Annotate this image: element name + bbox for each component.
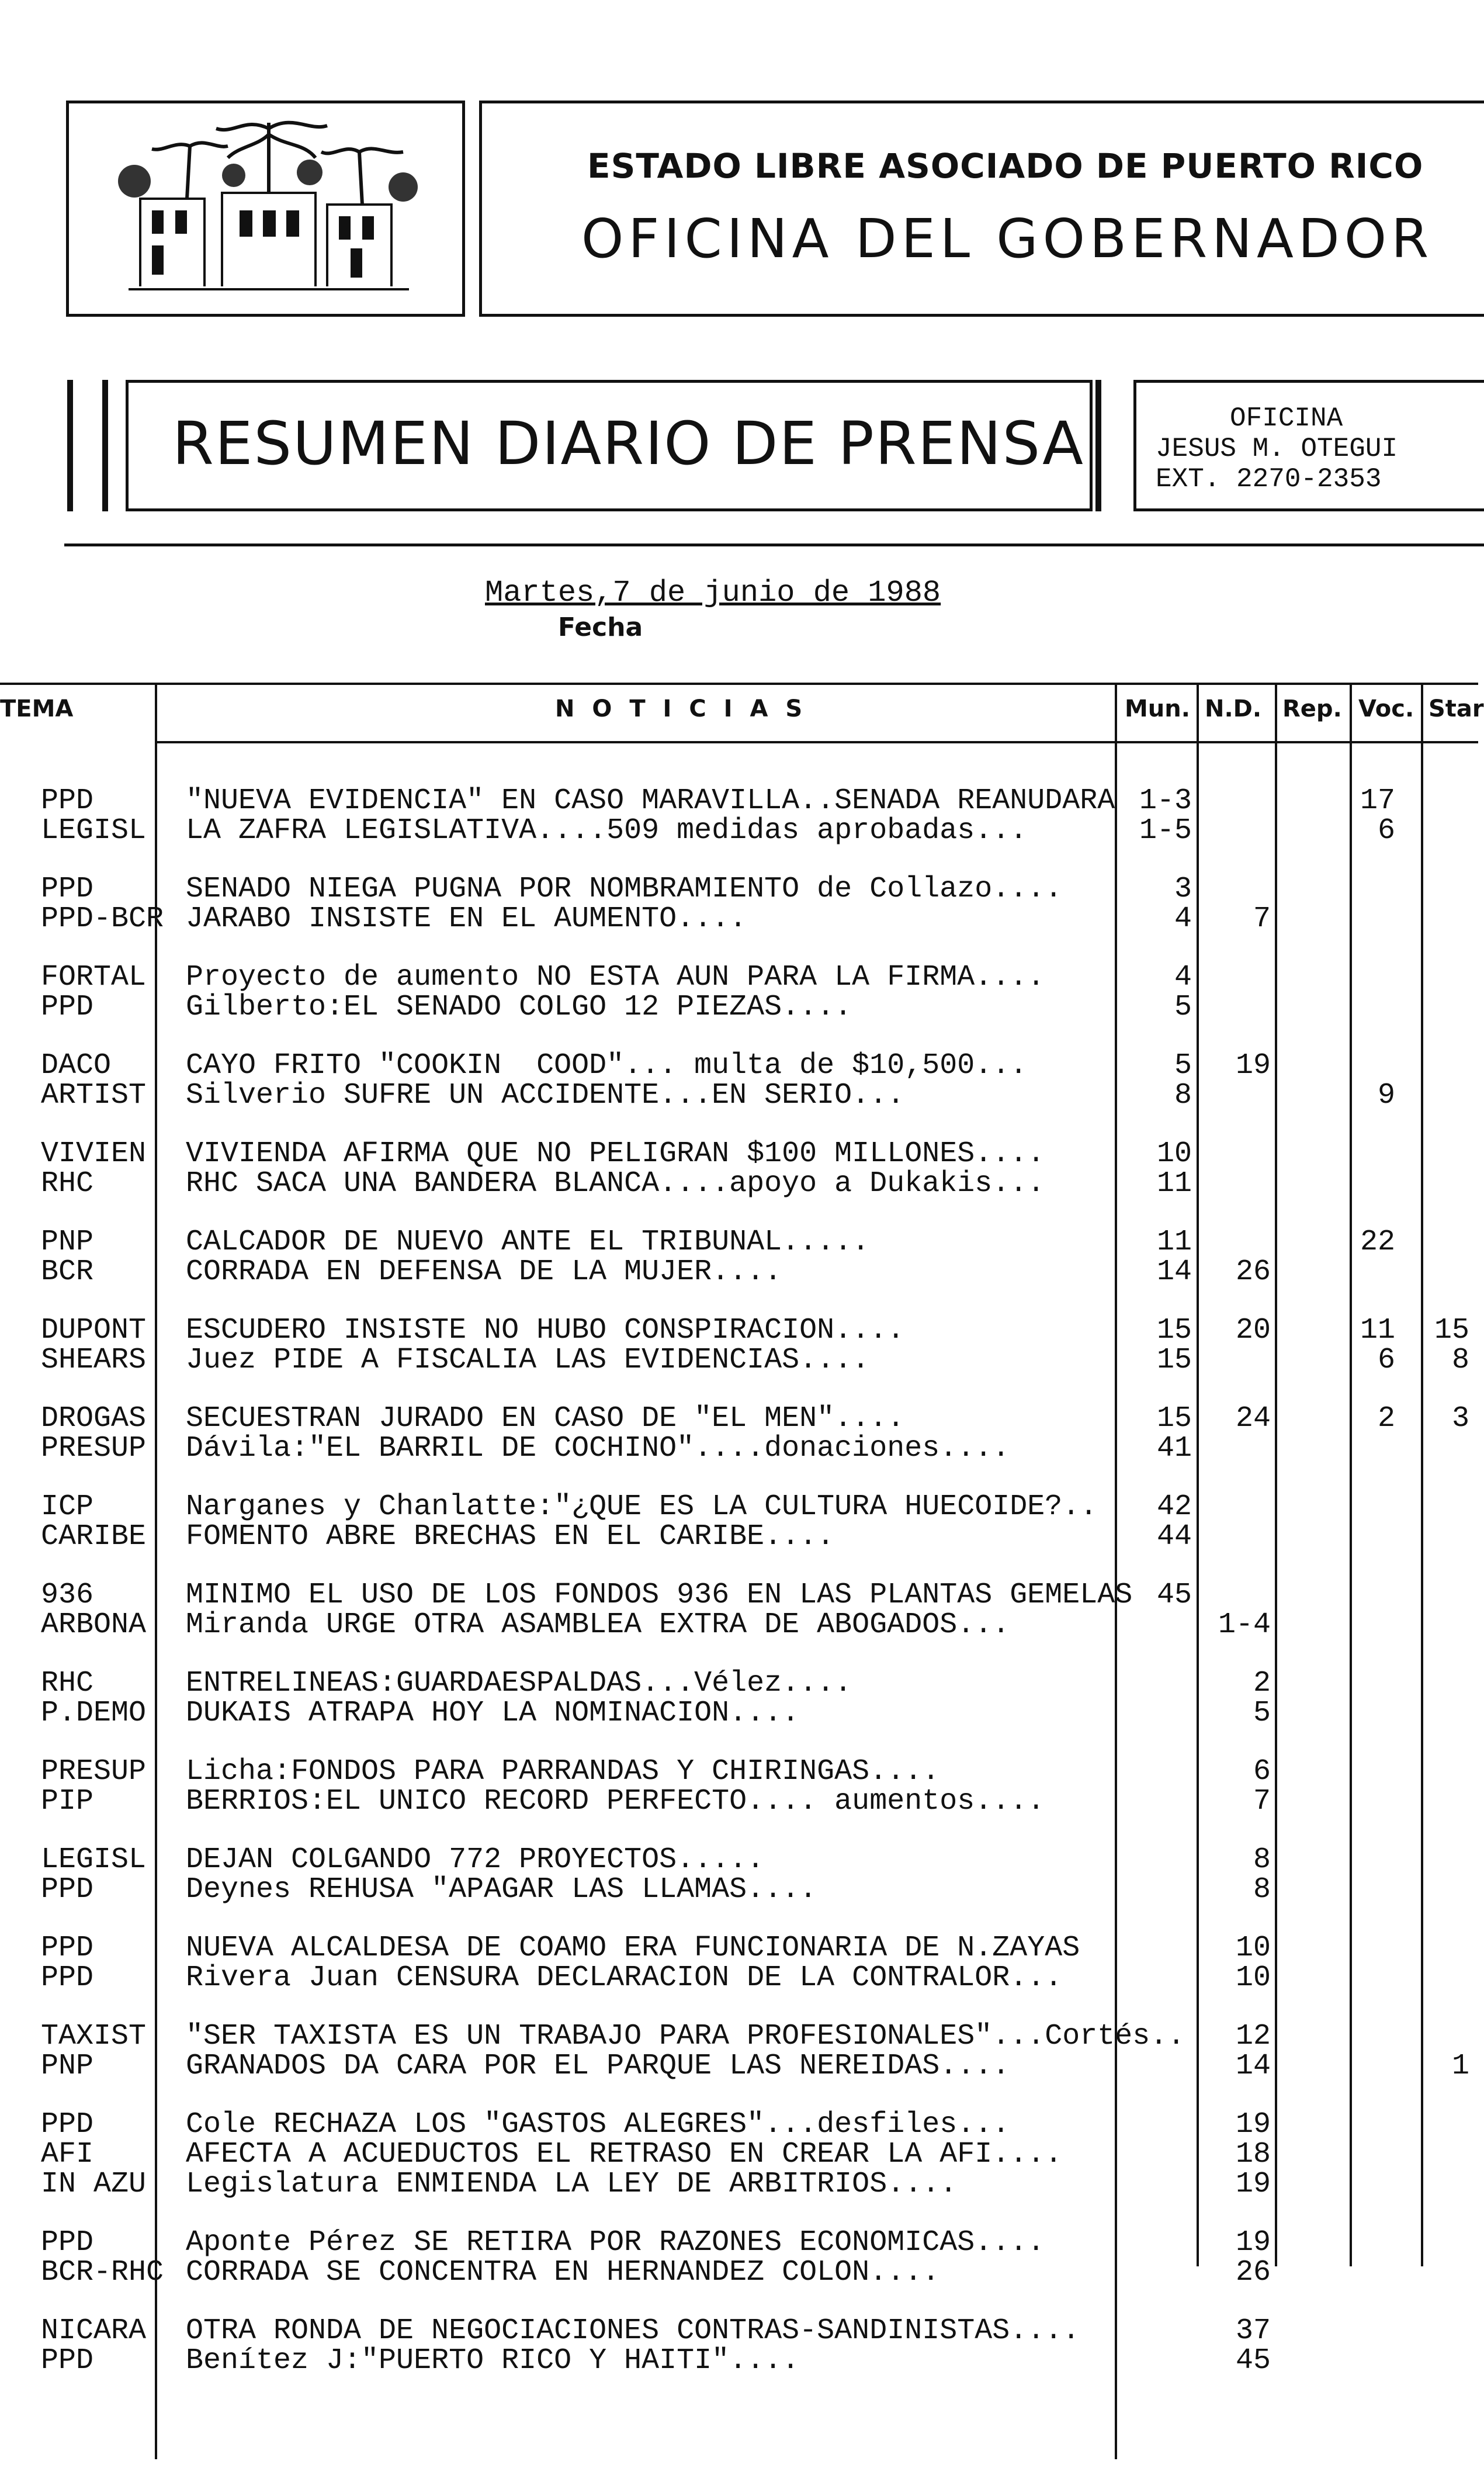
row-mun: 1-3 <box>1139 784 1192 818</box>
row-tema: PNP <box>41 2050 94 2083</box>
row-nd: 26 <box>1235 1255 1271 1289</box>
row-noticia: CORRADA SE CONCENTRA EN HERNANDEZ COLON.... <box>186 2256 940 2289</box>
row-star: 3 <box>1451 1402 1469 1435</box>
row-tema: PPD <box>41 784 94 818</box>
row-noticia: Juez PIDE A FISCALIA LAS EVIDENCIAS.... <box>186 1344 870 1377</box>
row-noticia: DEJAN COLGANDO 772 PROYECTOS..... <box>186 1843 765 1877</box>
row-noticia: CORRADA EN DEFENSA DE LA MUJER.... <box>186 1255 782 1289</box>
row-noticia: OTRA RONDA DE NEGOCIACIONES CONTRAS-SANDINISTAS.... <box>186 2314 1080 2348</box>
row-tema: DUPONT <box>41 1314 147 1347</box>
row-mun: 44 <box>1156 1520 1192 1553</box>
col-voc: Voc. <box>1358 695 1414 722</box>
row-voc: 6 <box>1377 814 1395 847</box>
col-line-voc <box>1421 683 1423 2266</box>
header-line1: ESTADO LIBRE ASOCIADO DE PUERTO RICO <box>587 146 1424 186</box>
row-nd: 24 <box>1235 1402 1271 1435</box>
row-noticia: CALCADOR DE NUEVO ANTE EL TRIBUNAL..... <box>186 1226 870 1259</box>
row-tema: BCR <box>41 1255 94 1289</box>
row-tema: PPD <box>41 991 94 1024</box>
row-tema: AFI <box>41 2138 94 2171</box>
row-tema: PIP <box>41 1785 94 1818</box>
row-noticia: RHC SACA UNA BANDERA BLANCA....apoyo a Dukakis... <box>186 1167 1045 1200</box>
col-line-rep <box>1350 683 1352 2266</box>
row-nd: 45 <box>1235 2344 1271 2377</box>
row-noticia: MINIMO EL USO DE LOS FONDOS 936 EN LAS PLANTAS GEMELAS <box>186 1578 1133 1612</box>
row-noticia: Benítez J:"PUERTO RICO Y HAITI".... <box>186 2344 800 2377</box>
row-nd: 37 <box>1235 2314 1271 2348</box>
row-noticia: ENTRELINEAS:GUARDAESPALDAS...Vélez.... <box>186 1667 852 1700</box>
row-mun: 45 <box>1156 1578 1192 1612</box>
row-voc: 22 <box>1360 1226 1395 1259</box>
office-line1: OFICINA <box>1230 403 1343 434</box>
header-line2: OFICINA DEL GOBERNADOR <box>581 207 1434 270</box>
row-noticia: Rivera Juan CENSURA DECLARACION DE LA CONTRALOR... <box>186 1961 1063 1995</box>
row-nd: 10 <box>1235 1961 1271 1995</box>
row-tema: TAXIST <box>41 2020 147 2053</box>
row-mun: 15 <box>1156 1314 1192 1347</box>
row-nd: 8 <box>1253 1873 1271 1906</box>
row-tema: LEGISL <box>41 1843 147 1877</box>
row-tema: LEGISL <box>41 814 147 847</box>
col-rep: Rep. <box>1282 695 1342 722</box>
row-nd: 19 <box>1235 2168 1271 2201</box>
row-noticia: Gilberto:EL SENADO COLGO 12 PIEZAS.... <box>186 991 852 1024</box>
row-noticia: "SER TAXISTA ES UN TRABAJO PARA PROFESIONALES"...Cortés.. <box>186 2020 1185 2053</box>
row-voc: 11 <box>1360 1314 1395 1347</box>
row-tema: ARTIST <box>41 1079 147 1112</box>
row-voc: 6 <box>1377 1344 1395 1377</box>
row-mun: 3 <box>1174 873 1192 906</box>
row-tema: PPD <box>41 1931 94 1965</box>
row-nd: 8 <box>1253 1843 1271 1877</box>
row-mun: 4 <box>1174 902 1192 936</box>
col-noticias: N O T I C I A S <box>555 695 807 722</box>
row-mun: 11 <box>1156 1226 1192 1259</box>
col-tema: TEMA <box>0 695 74 722</box>
banner-bar-right <box>1095 380 1101 511</box>
row-tema: PPD <box>41 2344 94 2377</box>
row-noticia: SECUESTRAN JURADO EN CASO DE "EL MEN".... <box>186 1402 905 1435</box>
row-noticia: NUEVA ALCALDESA DE COAMO ERA FUNCIONARIA DE N.ZAYAS <box>186 1931 1080 1965</box>
row-nd: 19 <box>1235 1049 1271 1082</box>
row-noticia: Miranda URGE OTRA ASAMBLEA EXTRA DE ABOGADOS... <box>186 1608 1010 1642</box>
row-noticia: Aponte Pérez SE RETIRA POR RAZONES ECONOMICAS.... <box>186 2226 1045 2259</box>
row-tema: DACO <box>41 1049 112 1082</box>
row-voc: 2 <box>1377 1402 1395 1435</box>
row-mun: 41 <box>1156 1432 1192 1465</box>
banner-title: RESUMEN DIARIO DE PRENSA <box>172 409 1084 479</box>
header-bottom-rule <box>155 741 1478 743</box>
banner-bar-left-1 <box>67 380 73 511</box>
col-line-nd <box>1275 683 1277 2266</box>
row-noticia: LA ZAFRA LEGISLATIVA....509 medidas aprobadas... <box>186 814 1028 847</box>
row-noticia: DUKAIS ATRAPA HOY LA NOMINACION.... <box>186 1697 800 1730</box>
row-nd: 19 <box>1235 2226 1271 2259</box>
row-tema: CARIBE <box>41 1520 147 1553</box>
date-label: Fecha <box>558 612 643 642</box>
row-tema: RHC <box>41 1167 94 1200</box>
row-nd: 7 <box>1253 902 1271 936</box>
row-tema: PNP <box>41 1226 94 1259</box>
row-noticia: Narganes y Chanlatte:"¿QUE ES LA CULTURA HUECOIDE?.. <box>186 1490 1098 1524</box>
row-noticia: VIVIENDA AFIRMA QUE NO PELIGRAN $100 MILLONES.... <box>186 1137 1045 1171</box>
table-top-rule <box>0 683 1478 685</box>
row-noticia: ESCUDERO INSISTE NO HUBO CONSPIRACION.... <box>186 1314 905 1347</box>
row-tema: PPD <box>41 2226 94 2259</box>
row-nd: 20 <box>1235 1314 1271 1347</box>
row-tema: ICP <box>41 1490 94 1524</box>
row-noticia: "NUEVA EVIDENCIA" EN CASO MARAVILLA..SENADA REANUDARA <box>186 784 1115 818</box>
row-noticia: Cole RECHAZA LOS "GASTOS ALEGRES"...desfiles... <box>186 2108 1010 2141</box>
row-noticia: GRANADOS DA CARA POR EL PARQUE LAS NEREIDAS.... <box>186 2050 1010 2083</box>
row-tema: PPD <box>41 1961 94 1995</box>
col-star: Star <box>1428 695 1484 722</box>
row-nd: 6 <box>1253 1755 1271 1788</box>
row-nd: 18 <box>1235 2138 1271 2171</box>
row-noticia: FOMENTO ABRE BRECHAS EN EL CARIBE.... <box>186 1520 835 1553</box>
row-tema: ARBONA <box>41 1608 147 1642</box>
row-mun: 8 <box>1174 1079 1192 1112</box>
row-nd: 26 <box>1235 2256 1271 2289</box>
row-noticia: JARABO INSISTE EN EL AUMENTO.... <box>186 902 747 936</box>
row-voc: 17 <box>1360 784 1395 818</box>
row-mun: 4 <box>1174 961 1192 994</box>
row-nd: 12 <box>1235 2020 1271 2053</box>
row-nd: 2 <box>1253 1667 1271 1700</box>
row-star: 8 <box>1451 1344 1469 1377</box>
row-noticia: Silverio SUFRE UN ACCIDENTE...EN SERIO... <box>186 1079 905 1112</box>
row-tema: PPD <box>41 873 94 906</box>
row-tema: BCR-RHC <box>41 2256 164 2289</box>
row-tema: VIVIEN <box>41 1137 147 1171</box>
col-nd: N.D. <box>1205 695 1262 722</box>
row-tema: PPD-BCR <box>41 902 164 936</box>
row-mun: 15 <box>1156 1402 1192 1435</box>
row-mun: 14 <box>1156 1255 1192 1289</box>
row-nd: 19 <box>1235 2108 1271 2141</box>
report-date: Martes,7 de junio de 1988 <box>485 576 941 610</box>
row-noticia: BERRIOS:EL UNICO RECORD PERFECTO.... aumentos.... <box>186 1785 1045 1818</box>
row-tema: FORTAL <box>41 961 147 994</box>
row-nd: 5 <box>1253 1697 1271 1730</box>
row-noticia: Deynes REHUSA "APAGAR LAS LLAMAS.... <box>186 1873 817 1906</box>
row-tema: 936 <box>41 1578 94 1612</box>
row-tema: RHC <box>41 1667 94 1700</box>
banner-bar-left-2 <box>102 380 108 511</box>
row-tema: SHEARS <box>41 1344 147 1377</box>
office-line2: JESUS M. OTEGUI <box>1156 434 1398 464</box>
row-tema: NICARA <box>41 2314 147 2348</box>
row-noticia: Licha:FONDOS PARA PARRANDAS Y CHIRINGAS.... <box>186 1755 940 1788</box>
col-mun: Mun. <box>1125 695 1190 722</box>
row-tema: P.DEMO <box>41 1697 147 1730</box>
row-tema: PPD <box>41 2108 94 2141</box>
row-voc: 9 <box>1377 1079 1395 1112</box>
row-nd: 7 <box>1253 1785 1271 1818</box>
row-noticia: AFECTA A ACUEDUCTOS EL RETRASO EN CREAR LA AFI.... <box>186 2138 1063 2171</box>
row-nd: 14 <box>1235 2050 1271 2083</box>
row-tema: IN AZU <box>41 2168 147 2201</box>
row-tema: DROGAS <box>41 1402 147 1435</box>
row-mun: 42 <box>1156 1490 1192 1524</box>
col-line-noticias <box>1115 683 1117 2459</box>
governor-mansion-logo <box>117 111 421 304</box>
row-mun: 1-5 <box>1139 814 1192 847</box>
row-mun: 15 <box>1156 1344 1192 1377</box>
col-line-tema <box>155 683 157 2459</box>
row-nd: 1-4 <box>1218 1608 1271 1642</box>
row-mun: 10 <box>1156 1137 1192 1171</box>
row-nd: 10 <box>1235 1931 1271 1965</box>
row-star: 1 <box>1451 2050 1469 2083</box>
row-noticia: Legislatura ENMIENDA LA LEY DE ARBITRIOS.... <box>186 2168 958 2201</box>
row-noticia: Proyecto de aumento NO ESTA AUN PARA LA FIRMA.... <box>186 961 1045 994</box>
row-tema: PPD <box>41 1873 94 1906</box>
office-line3: EXT. 2270-2353 <box>1156 464 1382 494</box>
row-tema: PRESUP <box>41 1755 147 1788</box>
row-mun: 11 <box>1156 1167 1192 1200</box>
row-mun: 5 <box>1174 1049 1192 1082</box>
row-tema: PRESUP <box>41 1432 147 1465</box>
row-noticia: Dávila:"EL BARRIL DE COCHINO"....donaciones.... <box>186 1432 1010 1465</box>
row-mun: 5 <box>1174 991 1192 1024</box>
divider <box>64 544 1484 546</box>
row-noticia: SENADO NIEGA PUGNA POR NOMBRAMIENTO de Collazo.... <box>186 873 1063 906</box>
row-star: 15 <box>1434 1314 1469 1347</box>
row-noticia: CAYO FRITO "COOKIN COOD"... multa de $10,500... <box>186 1049 1028 1082</box>
